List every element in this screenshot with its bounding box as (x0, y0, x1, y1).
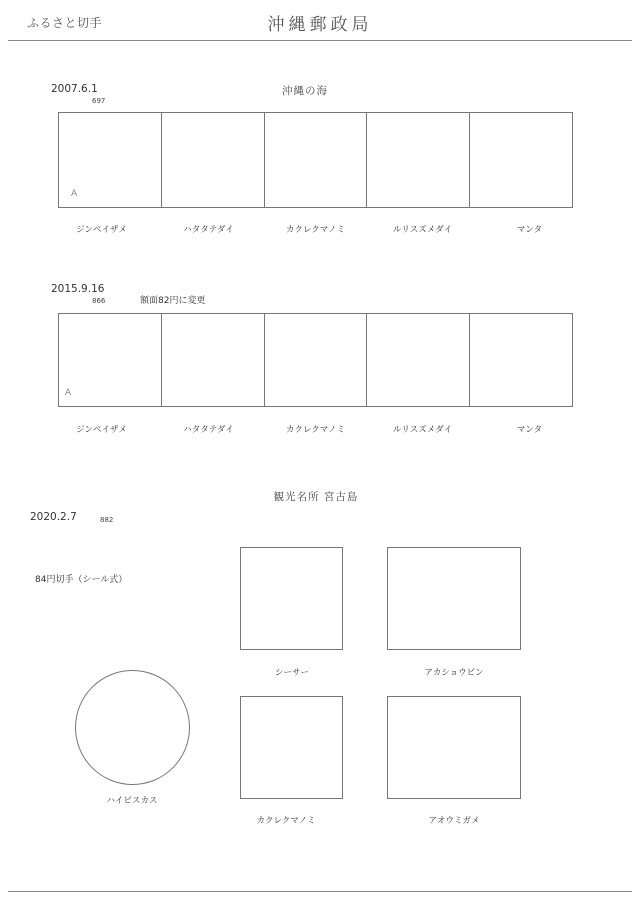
stamp-cell (161, 314, 264, 406)
stamp-cell (366, 113, 469, 207)
stamp-label: マンタ (516, 225, 543, 235)
cell-mark: A (71, 189, 78, 199)
stamp-label: ハタタテダイ (183, 425, 234, 435)
stamp-box-kakurekumanomi (240, 696, 343, 799)
catalog-number: 882 (100, 516, 114, 524)
series-title: 沖縄の海 (282, 85, 328, 97)
stamp-sheet-row (58, 313, 573, 407)
catalog-number: 697 (92, 97, 106, 105)
stamp-label: カクレクマノミ (285, 425, 346, 435)
stamp-label: カクレクマノミ (285, 225, 346, 235)
stamp-sheet-row (58, 112, 573, 208)
stamp-cell (264, 314, 367, 406)
page-title: 沖縄郵政局 (267, 15, 373, 35)
stamp-circle-hibiscus (75, 670, 190, 785)
stamp-label: シーサー (274, 668, 309, 678)
stamp-cell (161, 113, 264, 207)
stamp-cell (264, 113, 367, 207)
stamp-label: ルリスズメダイ (392, 225, 453, 235)
stamp-cell (469, 314, 572, 406)
header-left-label: ふるさと切手 (27, 16, 103, 30)
stamp-label-row (48, 223, 583, 235)
stamp-label: アオウミガメ (428, 816, 480, 826)
stamp-box-aoumigame (387, 696, 521, 799)
stamp-cell (469, 113, 572, 207)
stamp-cell (366, 314, 469, 406)
stamp-label-row (48, 423, 583, 435)
stamp-label: ルリスズメダイ (392, 425, 453, 435)
issue-date: 2015.9.16 (51, 283, 105, 295)
stamp-label: マンタ (516, 425, 543, 435)
issue-note: 84円切手（シール式） (35, 575, 128, 585)
stamp-label: アカショウビン (424, 668, 484, 678)
catalog-number: 866 (92, 297, 106, 305)
stamp-label: カクレクマノミ (256, 816, 316, 826)
stamp-box-shisa (240, 547, 343, 650)
cell-mark: A (65, 388, 72, 398)
issue-date: 2007.6.1 (51, 83, 98, 95)
issue-date: 2020.2.7 (30, 511, 77, 523)
stamp-cell (59, 113, 161, 207)
stamp-label: ジンベイザメ (76, 225, 127, 235)
stamp-cell (59, 314, 161, 406)
footer-divider (8, 891, 632, 892)
header-divider (8, 40, 632, 41)
issue-note: 額面82円に変更 (140, 296, 206, 306)
stamp-box-akashoubin (387, 547, 521, 650)
stamp-label: ジンベイザメ (76, 425, 127, 435)
series-title: 観光名所 宮古島 (273, 491, 359, 503)
stamp-label: ハイビスカス (106, 796, 158, 806)
stamp-label: ハタタテダイ (183, 225, 234, 235)
